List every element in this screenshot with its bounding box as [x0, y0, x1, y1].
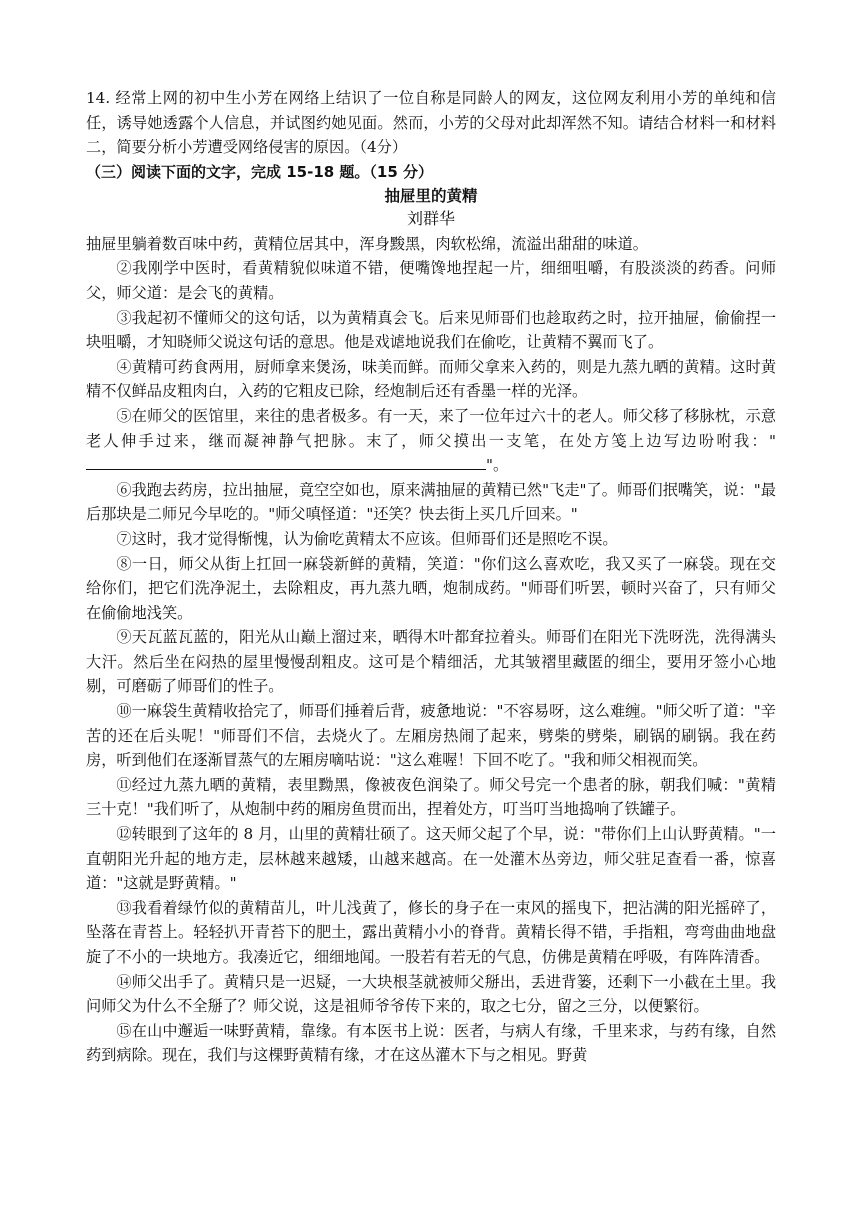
paragraph-8: ⑧一日，师父从街上扛回一麻袋新鲜的黄精，笑道："你们这么喜欢吃，我又买了一麻袋。现在交给你们，把它们洗净泥土，去除粗皮，再九蒸九晒，炮制成药。"师哥们听罢，顿时兴奋了，只有师父在偷偷地浅笑。 — [86, 554, 776, 622]
article-author: 刘群华 — [406, 210, 455, 228]
paragraph-13: ⑬我看着绿竹似的黄精苗儿，叶儿浅黄了，修长的身子在一束风的摇曳下，把沾满的阳光摇碎了，坠落在青苔上。轻轻扒开青苔下的肥土，露出黄精小小的脊背。黄精长得不错，手指粗，弯弯曲曲地盘旋了不小的一块地方。我凑近它，细细地闻。一股若有若无的气息，仿佛是黄精在呼吸，有阵阵清香。 — [86, 898, 776, 966]
paragraph-5-text: ⑤在师父的医馆里，来往的患者极多。有一天，来了一位年过六十的老人。师父移了移脉枕，示意老人伸手过来，继而凝神静气把脉。末了，师父摸出一支笔，在处方笺上边写边吩咐我：" — [86, 406, 776, 450]
paragraph-5-end: "。 — [486, 456, 509, 475]
paragraph-3: ③我起初不懂师父的这句话，以为黄精真会飞。后来见师哥们也趁取药之时，拉开抽屉，偷偷捏一块咀嚼，才知晓师父说这句话的意思。他是戏谑地说我们在偷吃，让黄精不翼而飞了。 — [86, 308, 776, 352]
paragraph-5 — [86, 404, 776, 478]
section-3-heading: （三）阅读下面的文字，完成 15-18 题。（15 分） — [86, 162, 434, 181]
document-page — [86, 86, 776, 1068]
paragraph-9: ⑨天瓦蓝瓦蓝的，阳光从山巅上溜过来，晒得木叶都耷拉着头。师哥们在阳光下洗呀洗，洗得满头大汗。然后坐在闷热的屋里慢慢刮粗皮。这可是个精细活，尤其皱褶里藏匿的细尘，要用牙签小心地剔，可磨砺了师哥们的性子。 — [86, 628, 776, 696]
paragraph-4: ④黄精可药食两用，厨师拿来煲汤，味美而鲜。而师父拿来入药的，则是九蒸九晒的黄精。这时黄精不仅鲜品皮粗肉白，入药的它粗皮已除，经炮制后还有香墨一样的光泽。 — [86, 357, 776, 401]
fill-in-blank-line[interactable] — [86, 455, 486, 470]
article-title: 抽屉里的黄精 — [384, 186, 478, 205]
question-14: 14. 经常上网的初中生小芳在网络上结识了一位自称是同龄人的网友，这位网友利用小芳的单纯和信任，诱导她透露个人信息，并试图约她见面。然而，小芳的父母对此却浑然不知。请结合材料一和材料二，简要分析小芳遭受网络侵害的原因。（4分） — [86, 89, 776, 157]
paragraph-7: ⑦这时，我才觉得惭愧，认为偷吃黄精太不应该。但师哥们还是照吃不误。 — [116, 529, 618, 548]
paragraph-2: ②我刚学中医时，看黄精貌似味道不错，便嘴馋地捏起一片，细细咀嚼，有股淡淡的药香。问师父，师父道：是会飞的黄精。 — [86, 259, 776, 302]
paragraph-6: ⑥我跑去药房，拉出抽屉，竟空空如也，原来满抽屉的黄精已然"飞走"了。师哥们抿嘴笑，说："最后那块是二师兄今早吃的。"师父嗔怪道："还笑？快去街上买几斤回来。" — [86, 480, 776, 524]
paragraph-10: ⑩一麻袋生黄精收拾完了，师哥们捶着后背，疲惫地说："不容易呀，这么难缠。"师父听了道："辛苦的还在后头呢！"师哥们不信，去烧火了。左厢房热闹了起来，劈柴的劈柴，刷锅的刷锅。我在药房，听到他们在逐渐冒蒸气的左厢房嘀咕说："这么难喔！下回不吃了。"我和师父相视而笑。 — [86, 702, 776, 770]
paragraph-15: ⑮在山中邂逅一味野黄精，靠缘。有本医书上说：医者，与病人有缘，千里来求，与药有缘，自然药到病除。现在，我们与这棵野黄精有缘，才在这丛灌木下与之相见。野黄 — [86, 1021, 776, 1065]
paragraph-12: ⑫转眼到了这年的 8 月，山里的黄精壮硕了。这天师父起了个早，说："带你们上山认野黄精。"一直朝阳光升起的地方走，层林越来越矮，山越来越高。在一处灌木丛旁边，师父驻足查看一番，惊喜道："这就是野黄精。" — [86, 825, 776, 893]
paragraph-14: ⑭师父出手了。黄精只是一迟疑，一大块根茎就被师父掰出，丢进背篓，还剩下一小截在土里。我问师父为什么不全掰了？师父说，这是祖师爷爷传下来的，取之七分，留之三分，以便繁衍。 — [86, 972, 776, 1016]
paragraph-11: ⑪经过九蒸九晒的黄精，表里黝黑，像被夜色润染了。师父号完一个患者的脉，朝我们喊："黄精三十克！"我们听了，从炮制中药的厢房鱼贯而出，捏着处方，叮当叮当地捣响了铁罐子。 — [86, 775, 776, 819]
paragraph-1: 抽屉里躺着数百味中药，黄精位居其中，浑身黢黑，肉软松绵，流溢出甜甜的味道。 — [86, 234, 648, 253]
